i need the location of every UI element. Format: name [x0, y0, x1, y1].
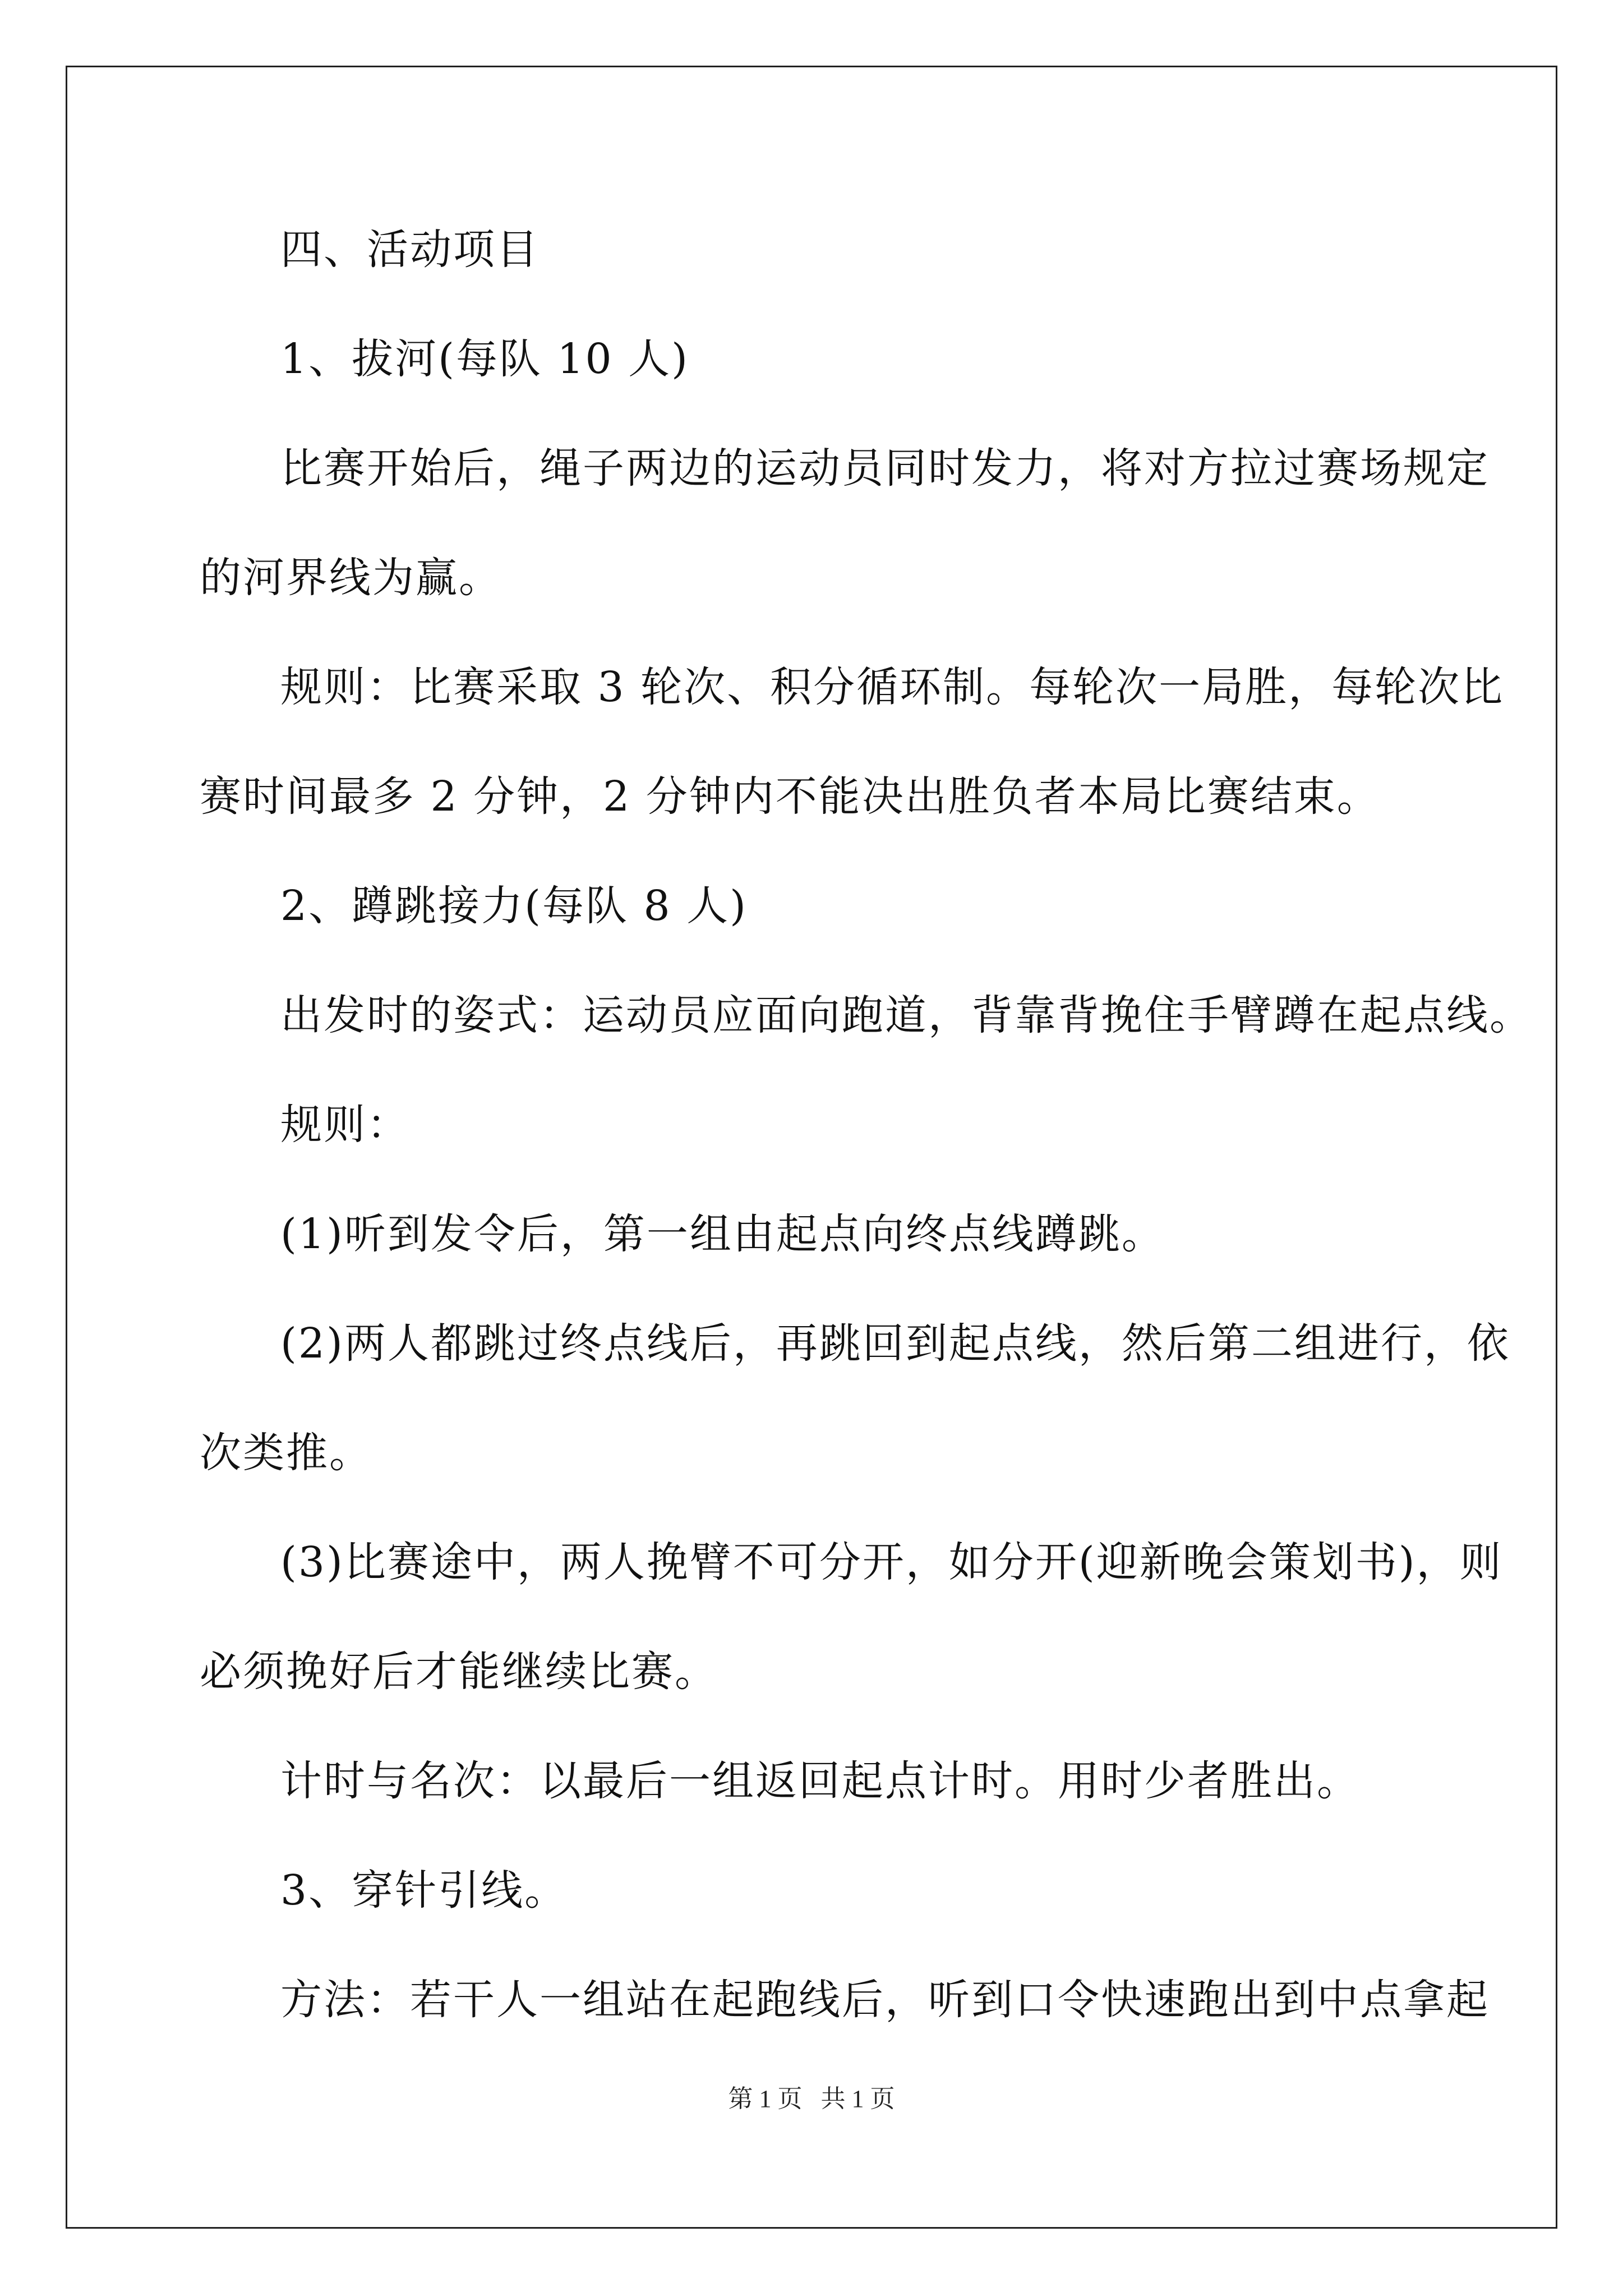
paragraph-line: 次类推。 [200, 1429, 372, 1477]
paragraph-line: 规则：比赛采取 3 轮次、积分循环制。每轮次一局胜，每轮次比 [280, 663, 1505, 711]
page-footer: 第 1 页 共 1 页 [728, 2085, 895, 2113]
paragraph-line: (1)听到发令后，第一组由起点向终点线蹲跳。 [280, 1210, 1165, 1258]
paragraph-line: 出发时的姿式：运动员应面向跑道，背靠背挽住手臂蹲在起点线。 [280, 991, 1533, 1039]
item-title-tug-of-war: 1、拔河(每队 10 人) [280, 335, 690, 383]
section-heading: 四、活动项目 [280, 226, 540, 274]
paragraph-line: 赛时间最多 2 分钟，2 分钟内不能决出胜负者本局比赛结束。 [200, 772, 1380, 821]
item-title-squat-jump-relay: 2、蹲跳接力(每队 8 人) [280, 882, 748, 930]
paragraph-line: 的河界线为赢。 [200, 554, 502, 602]
paragraph-line: 必须挽好后才能继续比赛。 [200, 1648, 718, 1696]
paragraph-line: 规则： [280, 1101, 410, 1149]
item-title-threading-needle: 3、穿针引线。 [280, 1866, 568, 1915]
paragraph-line: (2)两人都跳过终点线后，再跳回到起点线，然后第二组进行，依 [280, 1319, 1510, 1368]
paragraph-line: 计时与名次：以最后一组返回起点计时。用时少者胜出。 [280, 1757, 1360, 1805]
paragraph-line: 方法：若干人一组站在起跑线后，听到口令快速跑出到中点拿起 [280, 1976, 1490, 2024]
paragraph-line: (3)比赛途中，两人挽臂不可分开，如分开(迎新晚会策划书)，则 [280, 1538, 1503, 1586]
paragraph-line: 比赛开始后，绳子两边的运动员同时发力，将对方拉过赛场规定 [280, 444, 1490, 493]
